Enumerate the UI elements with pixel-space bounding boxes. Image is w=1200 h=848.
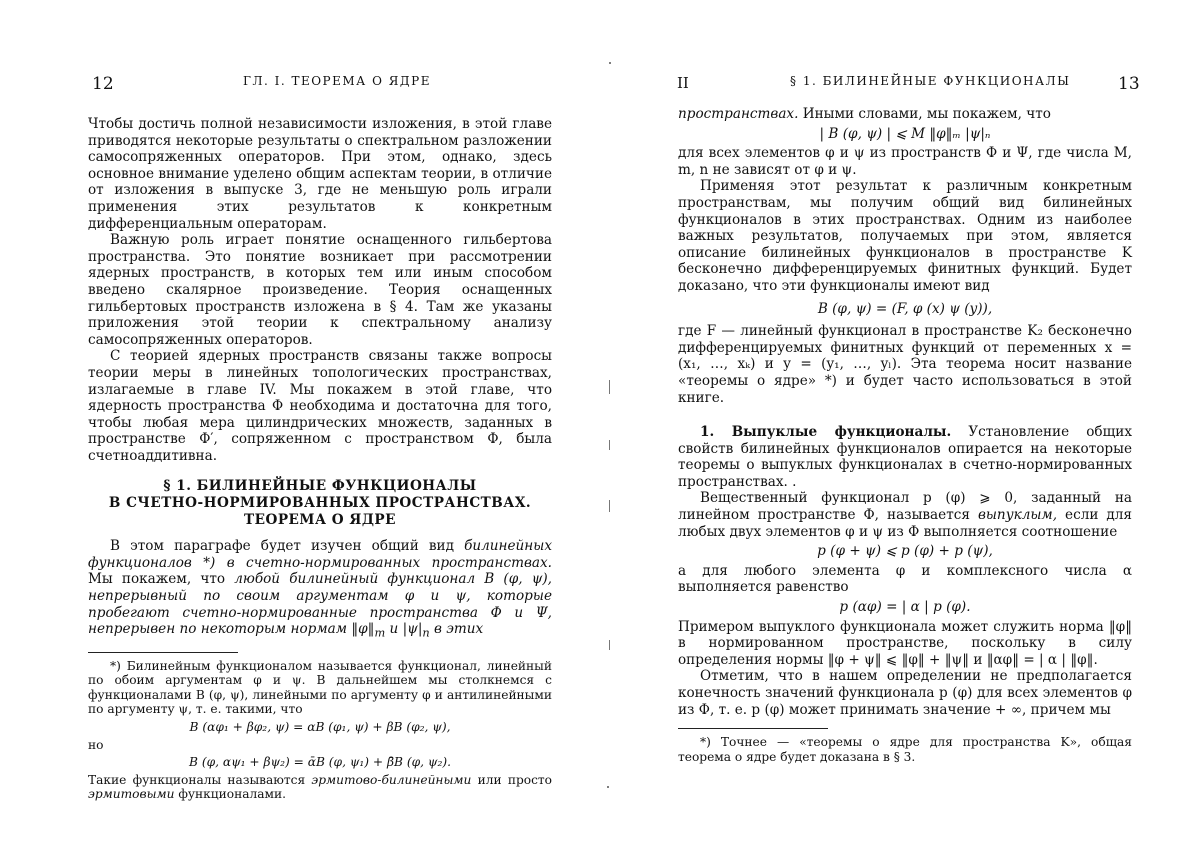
conjunction: но <box>88 737 104 752</box>
paragraph <box>678 424 1132 490</box>
italic-text: любой билинейный функционал B (φ, ψ), непрерывный по своим аргументам φ и ψ, которые пробегают счетно-нормированные пространства Φ и Ψ, непрерывен по некоторым нормам ‖φ‖ <box>88 571 552 638</box>
formula: | B (φ, ψ) | ⩽ M ‖φ‖ₘ |ψ|ₙ <box>819 125 991 142</box>
left-body <box>88 116 552 802</box>
italic-text: эрмитово-билинейными <box>311 772 472 787</box>
left-page-number: 12 <box>92 74 114 94</box>
footnote-text <box>88 773 552 802</box>
formula: p (φ + ψ) ⩽ p (φ) + p (ψ), <box>817 543 993 560</box>
paragraph: для всех элементов φ и ψ из пространств Φ и Ψ, где числа M, m, n не зависят от φ и ψ. <box>678 145 1132 178</box>
footnote-rule <box>678 728 828 729</box>
paragraph: Примером выпуклого функционала может служить норма ‖φ‖ в нормированном пространстве, поскольку в силу определения нормы ‖φ + ψ‖ ⩽ ‖φ‖ + ‖ψ‖ и ‖αφ‖ = | α | ‖φ‖. <box>678 618 1132 668</box>
text-run: Установление общих свойств билинейных функционалов опирается на некоторые теоремы о выпуклых функционалах в счетно-нормированных пространствах. . <box>678 424 1132 490</box>
text-run: Мы покажем, что <box>88 571 235 588</box>
paragraph: а для любого элемента φ и комплексного числа α выполняется равенство <box>678 562 1132 596</box>
italic-text: в этих <box>429 621 484 638</box>
paragraph <box>678 490 1132 540</box>
paragraph: Важную роль играет понятие оснащенного гильбертова пространства. Это понятие возникает при рассмотрении ядерных пространств, в которых тем или иным способом введено скалярное произведение. Теория оснащенных гильбертовых пространств изложена в § 4. Там же указаны приложения этой теории к спектральному анализу самосопряженных операторов. <box>88 232 552 348</box>
footnote-text: *) Точнее — «теоремы о ядре для пространства K», общая теорема о ядре будет доказана в § 3. <box>678 735 1132 764</box>
left-running-head: ГЛ. I. ТЕОРЕМА О ЯДРЕ <box>243 74 432 88</box>
paragraph: С теорией ядерных пространств связаны также вопросы теории меры в линейных топологических пространствах, излагаемые в главе IV. Мы покажем в этой главе, что ядерность пространства Φ необходима и достаточна для того, чтобы любая мера цилиндрических множеств, заданных в пространстве Φ′, сопряженном с пространством Φ, была счетноаддитивна. <box>88 348 552 464</box>
section-title <box>88 478 552 528</box>
right-page <box>600 0 1200 848</box>
subscript: n <box>422 625 430 640</box>
paragraph <box>88 538 552 641</box>
right-page-number: 13 <box>1118 74 1140 94</box>
formula: B (αφ₁ + βφ₂, ψ) = αB (φ₁, ψ) + βB (φ₂, ψ), <box>189 719 451 734</box>
section-title-line: § 1. БИЛИНЕЙНЫЕ ФУНКЦИОНАЛЫ <box>163 478 477 495</box>
paragraph: Чтобы достичь полной независимости изложения, в этой главе приводятся некоторые результаты о спектральном разложении самосопряженных операторов. При этом, однако, здесь основное внимание уделено общим аспектам теории, в отличие от изложения в выпуске 3, где не меньшую роль играли применения этих результатов к конкретным дифференциальным операторам. <box>88 116 552 232</box>
paragraph: Отметим, что в нашем определении не предполагается конечность значений функционала p (φ) для всех элементов φ из Φ, т. е. p (φ) может принимать значение + ∞, причем мы <box>678 668 1132 718</box>
italic-text: и |ψ| <box>385 621 423 638</box>
right-body <box>678 106 1132 764</box>
formula: B (φ, αψ₁ + βψ₂) = ᾱB (φ, ψ₁) + β̄B (φ, ψ₂). <box>189 755 451 770</box>
formula: p (αφ) = | α | p (φ). <box>839 599 971 616</box>
footnote-rule <box>88 652 238 653</box>
paragraph: Применяя этот результат к различным конкретным пространствам, мы получим общий вид билинейных функционалов в этих пространствах. Одним из наиболее важных результатов, получаемых при этом, является описание билинейных функционалов в пространстве K бесконечно дифференцируемых финитных функций. Будет доказано, что эти функционалы имеют вид <box>678 178 1132 294</box>
italic-text: билинейных функционалов *) в счетно-нормированных пространствах. <box>88 538 552 571</box>
italic-text: эрмитовыми <box>88 787 175 802</box>
right-running-head: § 1. БИЛИНЕЙНЫЕ ФУНКЦИОНАЛЫ <box>790 74 1071 88</box>
footnote <box>678 735 1132 764</box>
margin-mark: II <box>677 74 689 92</box>
subscript: m <box>374 625 386 640</box>
subsection-heading: 1. Выпуклые функционалы. <box>700 424 952 441</box>
formula: B (φ, ψ) = (F, φ (x) ψ (y)), <box>817 300 993 317</box>
text-run: Такие функционалы называются <box>88 772 312 787</box>
section-title-line: ТЕОРЕМА О ЯДРЕ <box>244 511 396 528</box>
footnote-text: *) Билинейным функционалом называется функционал, линейный по обоим аргументам φ и ψ. В дальнейшем мы столкнемся с функционалами B (φ, ψ), линейными по аргументу φ и антилинейными по аргументу ψ, т. е. такими, что <box>88 658 552 717</box>
paragraph <box>678 106 1132 123</box>
text-run: В этом параграфе будет изучен общий вид <box>110 538 465 555</box>
paragraph: где F — линейный функционал в пространстве K₂ бесконечно дифференцируемых финитных функций от переменных x = (x₁, …, xₖ) и y = (y₁, …, yₗ). Эта теорема носит название «теоремы о ядре» *) и будет часто использоваться в этой книге. <box>678 323 1132 406</box>
footnote <box>88 659 552 802</box>
italic-text: выпуклым, <box>977 507 1058 524</box>
text-run: Иными словами, мы покажем, что <box>798 106 1051 122</box>
italic-text: пространствах. <box>678 106 799 122</box>
section-title-line: В СЧЕТНО-НОРМИРОВАННЫХ ПРОСТРАНСТВАХ. <box>108 495 532 512</box>
text-run: функционалами. <box>174 787 286 802</box>
text-run: или просто <box>471 772 553 787</box>
text-run: если для любых двух элементов φ и ψ из Φ выполняется соотношение <box>678 507 1133 540</box>
text-run: Вещественный функционал p (φ) ⩾ 0, заданный на линейном пространстве Φ, называется <box>678 490 1132 524</box>
